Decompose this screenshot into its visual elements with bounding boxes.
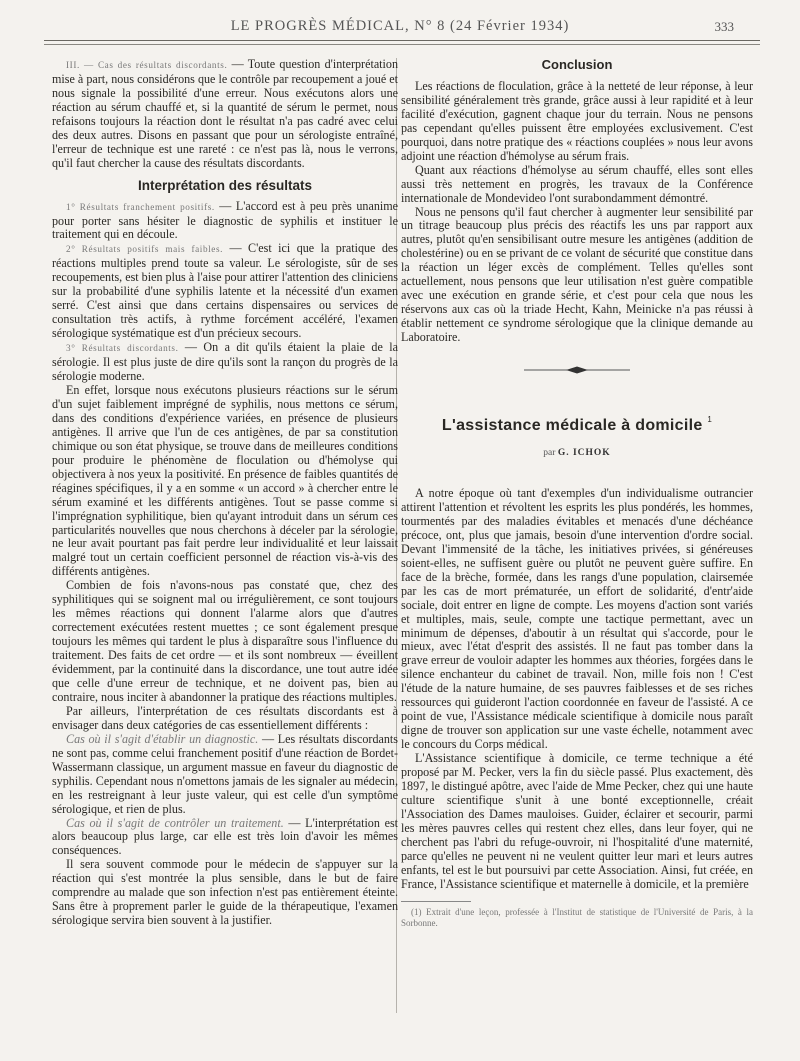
run-in-heading: III. — Cas des résultats discordants. [66,60,228,70]
section-heading-conclusion: Conclusion [541,57,613,72]
paragraph-combien: Combien de fois n'avons-nous pas constaté que, chez des syphilitiques qui se soignent mal ou irrégulièrement, ce sont toujours les mêmes réactions qui donnent l'alarme alors que d'autres correctement exécutées restent muettes ; ce sont également presque toujours les mêmes qui tardent le plus à disparaître sous l'influence du traitement. Des faits de cet ordre — et ils sont nombreux — éveillent évidemment, par la continuité dans la discordance, une tout autre idée que celle d'une erreur de technique, et ne doivent pas, bien au contraire, nous inciter à abandonner la pratique des réactions multiples. [52,578,398,704]
footnote-rule [401,901,471,902]
run-in-heading: 1° Résultats franchement positifs. [66,201,215,212]
paragraph-result-1: 1° Résultats franchement positifs. — L'accord est à peu près unanime pour porter sans hésiter le diagnostic de syphilis et instituer le traitement qui en découle. [52,198,398,242]
paragraph-conclusion-2: Quant aux réactions d'hémolyse au sérum chauffé, elles sont elles aussi très nettement en progrès, les travaux de la Conférence internationale de Mondevideo l'ont surabondamment démontré. [401,162,753,205]
page-number: 333 [714,19,734,34]
paragraph-conclusion-1: Les réactions de floculation, grâce à la netteté de leur réponse, à leur sensibilité généralement très grande, grâce aussi à leur rapidité et à leur facilité d'exécution, gagnent chaque jour du terrain. Nous ne pensons pas cependant qu'elles puissent être employées exclusivement. C'est pourquoi, dans notre pratique des « réactions couplées » nous leur avons adjoint une réaction d'hémolyse au sérum frais. [401,78,753,163]
paragraph-souvent: Il sera souvent commode pour le médecin de s'appuyer sur la réaction qui s'est montrée la plus sensible, dans le but de faire comprendre au malade que son infection n'est pas entièrement éteinte. Sans être à proprement parler le guide de la thérapeutique, l'examen sérologique servira bien souvent à la justifier. [52,857,398,928]
author-name: G. ICHOK [557,448,611,459]
paragraph-article-1: A notre époque où tant d'exemples d'un individualisme outrancier attirent l'attention et révoltent les esprits les plus pondérés, les hommes, tourmentés par des maladies évitables et menacés d'une déchéance précoce, ont, plus que jamais, besoin d'une intervention d'ordre social. Devant l'immensité de la tâche, les initiatives privées, si généreuses soient-elles, ne suffisent guère ou plutôt ne peuvent guère suffire. En face de la brèche, formée, dans les rangs d'une population, clairsemée par les cas de mort prématurée, un effort de solidarité, d'entr'aide sociale, doit entrer en ligne de compte. Les moyens d'action sont variés et multiples, mais, seule, compte une tactique permettant, avec un minimum de dépenses, d'aboutir à un résultat qui s'accorde, pour le mieux, avec l'état d'esprit des assistés. Il ne faut pas tomber dans la grave erreur de vouloir adapter les hommes aux théories, forgées dans le silence enchanteur du cabinet de travail. Non, mille fois non ! C'est l'étude de la nature humaine, de ses pauvres faiblesses et de ses riches ressources qui guideront l'action coordonnée en faveur de l'assisté. A ce point de vue, l'Assistance médicale scientifique à domicile nous paraît digne de trouver son application sur une vaste échelle, notamment avec le concours du Corps médical. [401,485,753,752]
right-column [401,58,753,929]
section-heading-interpretation: Interprétation des résultats [137,177,313,193]
left-column [52,58,398,928]
journal-title: LE PROGRÈS MÉDICAL, N° 8 (24 Février 1934) [230,18,570,34]
footnote: (1) Extrait d'une leçon, professée à l'Institut de statistique de l'Université de Paris, à la Sorbonne. [401,906,753,928]
byline: par G. ICHOK [543,448,611,459]
paragraph-discordants: III. — Cas des résultats discordants. — Toute question d'interprétation mise à part, nous considérons que le contrôle par recoupement a joué et nous signale la possibilité d'une erreur. Nous exécutons alors une réaction au sérum chauffé et, si la quantité de sérum le permet, nous refaisons toujours la réaction dont le résultat n'a pas cadré avec celui des deux autres. Disons en passant que pour un sérologiste entraîné, l'erreur de technique est une rareté : ce n'est pas là, nous le verrons, qu'il faut chercher la cause des résultats discordants. [52,57,398,170]
run-in-heading: 2° Résultats positifs mais faibles. [66,244,224,255]
paragraph-result-2: 2° Résultats positifs mais faibles. — C'est ici que la pratique des réactions multiples prend toute sa valeur. Le sérologiste, sûr de ses recoupements, est bien plus à l'aise pour attirer l'attention des cliniciens sur la probabilité d'une syphilis latente et la nécessité d'un examen serré. C'est ainsi que dans certains dispensaires ou services de consultation très actifs, à rythme forcément accéléré, l'examen sérologique systématique est d'un précieux secours. [52,241,398,341]
header-rule-thin [44,44,760,45]
paragraph-cas-traitement: Cas où il s'agit de contrôler un traitement. — L'interprétation est alors beaucoup plus large, car elle est très loin d'avoir les mêmes conséquences. [52,815,399,858]
italic-heading: Cas où il s'agit de contrôler un traitement. [66,815,284,830]
paragraph-par-ailleurs: Par ailleurs, l'interprétation de ces résultats discordants est à envisager dans deux catégories de cas essentiellement différents : [52,703,398,732]
header-rule [44,40,760,41]
paragraph-result-3: 3° Résultats discordants. — On a dit qu'ils étaient la plaie de la sérologie. Il est plus juste de dire qu'ils sont la rançon du progrès de la sérologie moderne. [52,340,398,384]
footnote-mark: 1 [707,415,713,425]
run-in-heading: 3° Résultats discordants. [66,343,179,354]
paragraph-en-effet: En effet, lorsque nous exécutons plusieurs réactions sur le sérum d'un sujet faiblement imprégné de syphilis, nous mettons ce sérum, dans des conditions d'expérience variées, en présence de plusieurs antigènes. Il arrive que l'un de ces antigènes, de par sa constitution chimique ou son état physique, se trouve dans de meilleures conditions pour produire le phénomène de floculation ou d'hémolyse qui objectivera à nos yeux la positivité. En présence de faibles quantités de réagines spécifiques, il y a en somme « un accord » à chercher entre le sérum examiné et les différents antigènes. Tout se passe comme si l'imprégnation syphilitique, bien qu'ayant introduit dans un sérum ces particularités nouvelles que nous cherchons à déceler par la sérologie, ne leur avait pourtant pas fait perdre leur individualité et leur laissait malgré tout un certain coefficient personnel de réaction vis-à-vis des différents antigènes. [52,382,398,579]
separator-ornament-icon [522,365,632,375]
paragraph-conclusion-3: Nous ne pensons qu'il faut chercher à augmenter leur sensibilité par un titrage beaucoup plus précis des réactifs les uns par rapport aux autres, plutôt qu'en sensibilisant outre mesure les antigènes (addition de cholestérine) ou en se privant de ce volant de sécurité que constitue dans la réaction un léger excès de complément. Telles qu'elles sont actuellement, nous pensons que leur utilisation n'est guère compatible avec une exécution en grande série, et c'est pour cela que nous les réservons aux cas où la triade Hecht, Kahn, Meinicke n'a pas réussi à établir nettement ce syndrome sérologique que la clinique demande au Laboratoire. [401,204,753,345]
paragraph-cas-diagnostic: Cas où il s'agit d'établir un diagnostic. — Les résultats discordants ne sont pas, comme celui franchement positif d'une réaction de Bordet-Wassermann classique, un argument massue en faveur du diagnostic de syphilis. Cependant nous n'omettons jamais de les signaler au médecin, en les restreignant à leur juste valeur, qui est celle d'un symptôme sérologique, et rien de plus. [52,731,398,816]
italic-heading: Cas où il s'agit d'établir un diagnostic. [66,731,259,746]
article-title: L'assistance médicale à domicile $^1$ [441,415,713,435]
paragraph-article-2: L'Assistance scientifique à domicile, ce terme technique a été proposé par M. Pecker, vers la fin du siècle passé. Plus exactement, dès 1897, le distingué apôtre, avec l'aide de Mme Pecker, chez qui une haute culture scientifique s'unit à une bonté exceptionnelle, créait l'Association des Dames mauloises. Guider, éclairer et secourir, parmi les mères pauvres celles qui restent chez elles, dans leur foyer, qui ne cherchent pas l'abri du refuge-ouvroir, ni l'hospitalité d'une maternité, parce qu'elles ne peuvent ni ne veulent quitter leur mari et leurs autres enfants, tel est le but poursuivi par cette Association. Ainsi, fut créée, en France, l'Assistance scientifique et maternelle à domicile, et la première [401,751,753,891]
